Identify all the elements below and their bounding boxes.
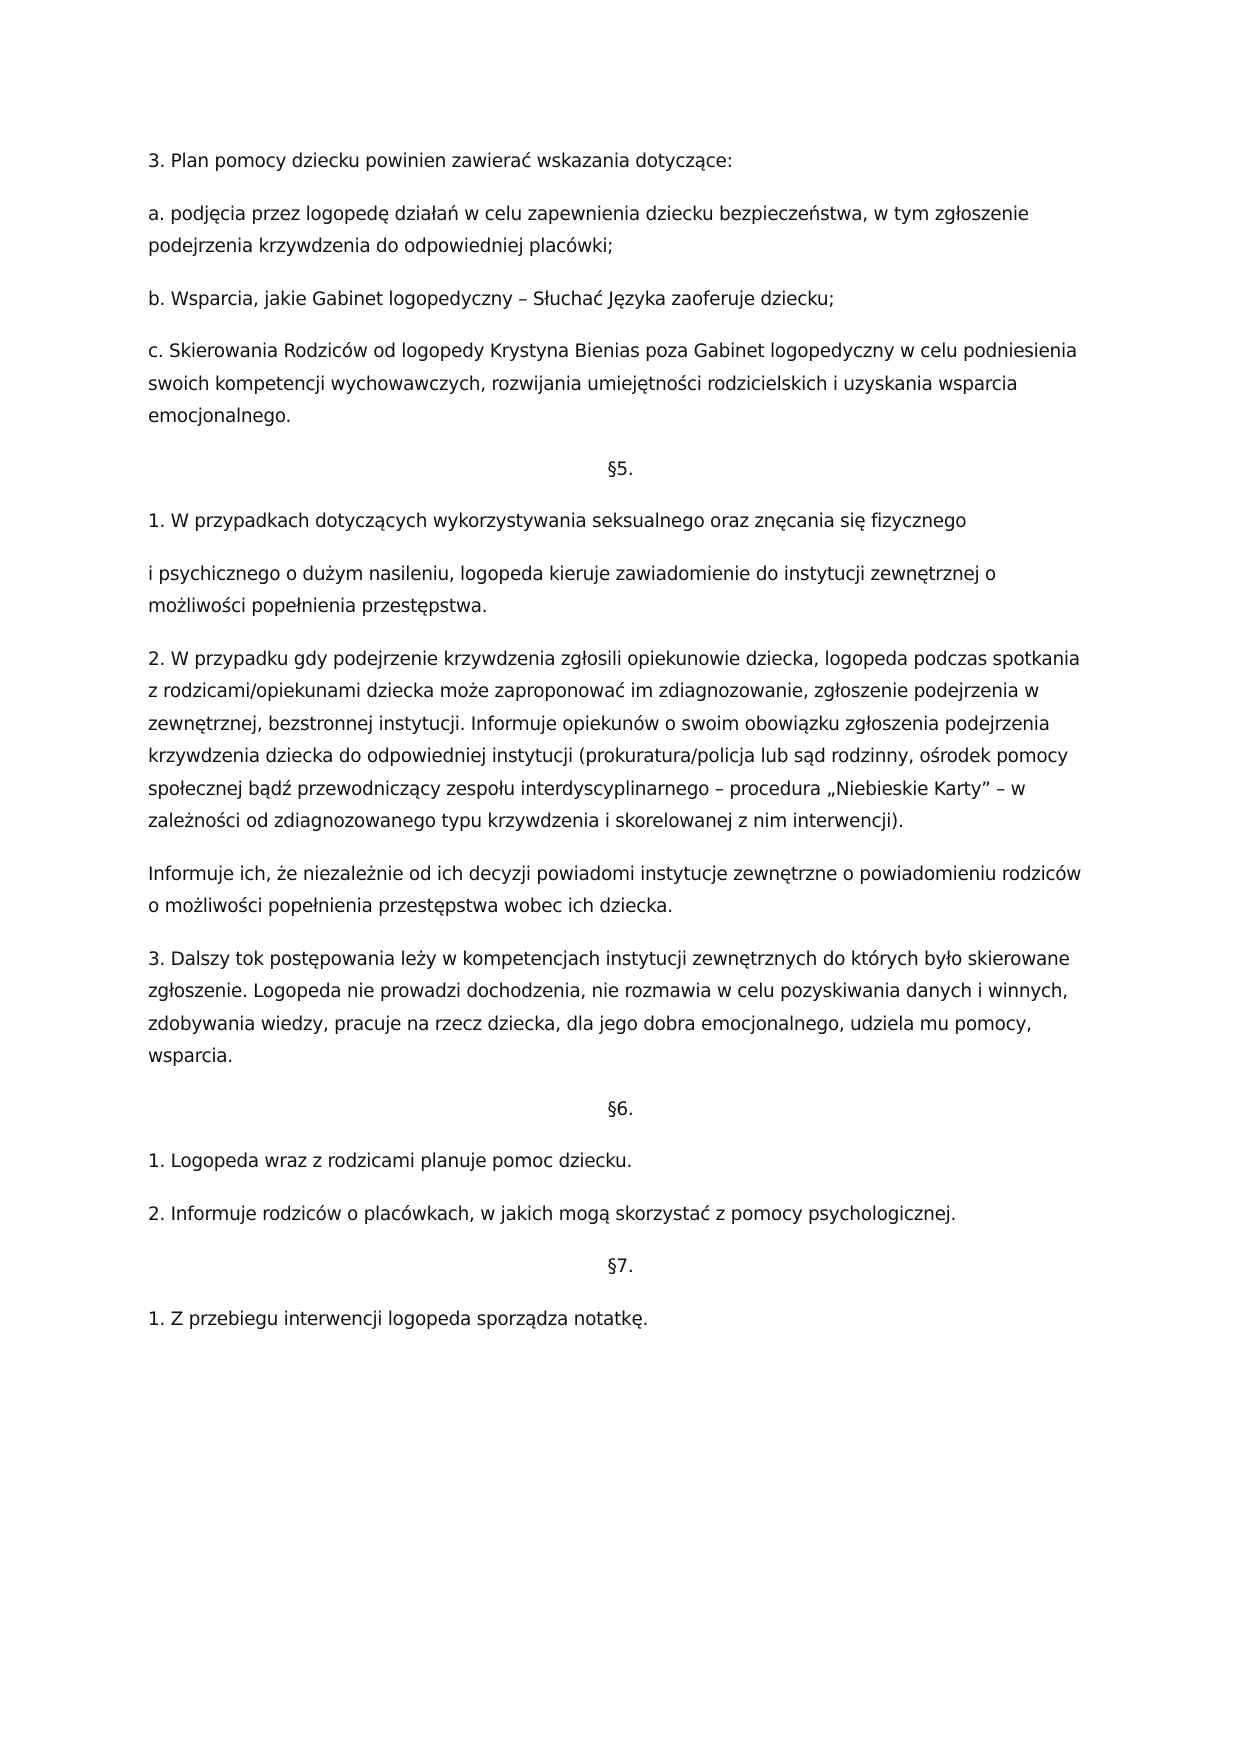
document-body	[148, 146, 1093, 1356]
paragraph-6-2: 2. Informuje rodziców o placówkach, w jakich mogą skorzystać z pomocy psychologicznej.	[148, 1203, 957, 1225]
section-heading-6: §6.	[607, 1098, 634, 1120]
paragraph-5-1: 1. W przypadkach dotyczących wykorzystywania seksualnego oraz znęcania się fizycznego	[148, 511, 967, 532]
section-heading-7: §7.	[607, 1256, 634, 1277]
paragraph-plan-intro: 3. Plan pomocy dziecku powinien zawierać wskazania dotyczące:	[148, 151, 733, 172]
paragraph-6-1: 1. Logopeda wraz z rodzicami planuje pomoc dziecku.	[148, 1151, 633, 1172]
paragraph-item-a: a. podjęcia przez logopedę działań w celu zapewnienia dziecku bezpieczeństwa, w tym zgłoszenie podejrzenia krzywdzenia do odpowiedniej placówki;	[148, 203, 1029, 257]
paragraph-item-b: b. Wsparcia, jakie Gabinet logopedyczny – Słuchać Języka zaoferuje dziecku;	[148, 288, 835, 310]
paragraph-5-2: 2. W przypadku gdy podejrzenie krzywdzenia zgłosili opiekunowie dziecka, logopeda podczas spotkania z rodzicami/opiekunami dziecka może zaproponować im zdiagnozowanie, zgłoszenie podejrzenia w zewnętrznej, bezstronnej instytucji. Informuje opiekunów o swoim obowiązku zgłoszenia podejrzenia krzywdzenia dziecka do odpowiedniej instytucji (prokuratura/policja lub sąd rodzinny, ośrodek pomocy społecznej bądź przewodniczący zespołu interdyscyplinarnego – procedura „Niebieskie Karty” – w zależności od zdiagnozowanego typu krzywdzenia i skorelowanej z nim interwencji).	[148, 648, 1080, 832]
paragraph-7-1: 1. Z przebiegu interwencji logopeda sporządza notatkę.	[148, 1308, 649, 1330]
paragraph-5-2-inform: Informuje ich, że niezależnie od ich decyzji powiadomi instytucje zewnętrzne o powiadomieniu rodziców o możliwości popełnienia przestępstwa wobec ich dziecka.	[148, 863, 1082, 917]
paragraph-item-c: c. Skierowania Rodziców od logopedy Krystyna Bienias poza Gabinet logopedyczny w celu podniesienia swoich kompetencji wychowawczych, rozwijania umiejętności rodzicielskich i uzyskania wsparcia emocjonalnego.	[148, 341, 1077, 427]
section-heading-5: §5.	[607, 458, 634, 480]
paragraph-5-1-continued: i psychicznego o dużym nasileniu, logopeda kieruje zawiadomienie do instytucji zewnętrznej o możliwości popełnienia przestępstwa.	[148, 563, 996, 617]
paragraph-5-3: 3. Dalszy tok postępowania leży w kompetencjach instytucji zewnętrznych do których było skierowane zgłoszenie. Logopeda nie prowadzi dochodzenia, nie rozmawia w celu pozyskiwania danych i winnych, zdobywania wiedzy, pracuje na rzecz dziecka, dla jego dobra emocjonalnego, udziela mu pomocy, wsparcia.	[148, 948, 1070, 1067]
